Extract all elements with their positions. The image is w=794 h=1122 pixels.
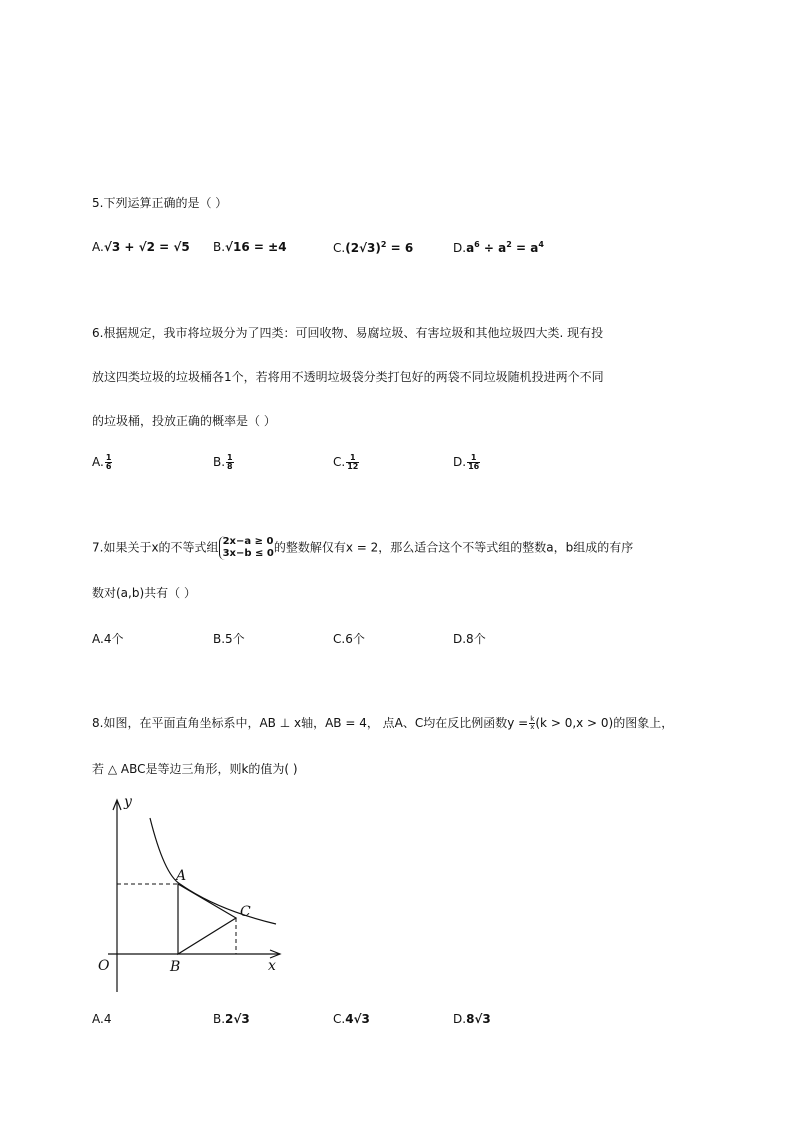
q6-option-c: C. $\frac{1}{12}$ <box>333 453 359 471</box>
q6-option-b: B. $\frac{1}{8}$ <box>213 453 233 471</box>
label-c: C <box>240 904 251 920</box>
q8-line-2: 若 △ ABC是等边三角形，则k的值为( ) <box>92 762 298 776</box>
q8-option-d: D.8√3 <box>453 1012 491 1026</box>
q6-line-1: 6.根据规定，我市将垃圾分为了四类：可回收物、易腐垃圾、有害垃圾和其他垃圾四大类. 现有投 <box>92 326 604 340</box>
q7-option-d: D.8个 <box>453 632 486 646</box>
q6-line-3: 的垃圾桶，投放正确的概率是（ ） <box>92 414 276 428</box>
q5-option-d: $D.a^6 \div a^2 = a^4$ <box>453 240 544 255</box>
q5-option-a: A.√3 + √2 = √5 <box>92 240 190 254</box>
q6-option-a: A. $\frac{1}{6}$ <box>92 453 112 471</box>
label-x: x <box>268 958 276 974</box>
hyperbola-curve <box>150 818 276 924</box>
label-b: B <box>170 959 181 975</box>
q5-option-c: $C.(2√3)^2 = 6$ <box>333 240 414 255</box>
coordinate-diagram <box>90 788 290 1000</box>
q8-option-b: B.2√3 <box>213 1012 250 1026</box>
q8-figure <box>90 788 290 1000</box>
label-a: A <box>176 868 187 884</box>
q6-option-d: D. $\frac{1}{16}$ <box>453 453 480 471</box>
q8-options <box>92 1012 692 1032</box>
inequality-system: 2x−a ≥ 0 3x−b ≤ 0 <box>219 536 274 560</box>
q7-options <box>92 630 692 650</box>
q5-option-b: B.√16 = ±4 <box>213 240 287 254</box>
q7-option-c: C.6个 <box>333 632 365 646</box>
q6-options <box>92 454 692 474</box>
q6-line-2: 放这四类垃圾的垃圾桶各1个，若将用不透明垃圾袋分类打包好的两袋不同垃圾随机投进两个不同 <box>92 370 604 384</box>
q8-option-a: A.4 <box>92 1012 112 1026</box>
q7-option-b: B.5个 <box>213 632 245 646</box>
triangle-abc <box>178 884 236 954</box>
label-o: O <box>98 958 110 974</box>
q8-line-1: 8.如图，在平面直角坐标系中，AB ⊥ x轴，AB = 4， 点A、C均在反比例函数y = $\frac{k}{x}$ (k > 0,x > 0)的图象上， <box>92 715 674 731</box>
q7-option-a: A.4个 <box>92 632 124 646</box>
q8-option-c: C.4√3 <box>333 1012 370 1026</box>
q7-line-2: 数对(a,b)共有（ ） <box>92 586 196 600</box>
label-y: y <box>124 794 132 810</box>
q5-stem: 5.下列运算正确的是（ ） <box>92 196 228 210</box>
q5-options <box>92 240 692 260</box>
q7-line-1: 7.如果关于x的不等式组 2x−a ≥ 0 3x−b ≤ 0 的整数解仅有x = 2，那么适合这个不等式组的整数a，b组成的有序 <box>92 536 634 559</box>
